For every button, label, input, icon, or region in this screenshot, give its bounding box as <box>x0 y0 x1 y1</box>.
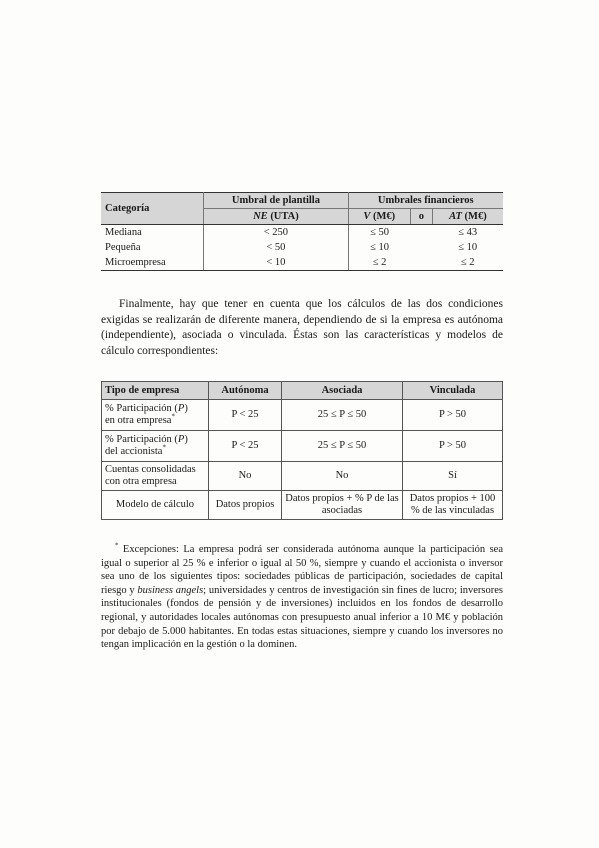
row-ne: < 250 <box>204 225 348 241</box>
row-o <box>411 240 433 255</box>
header-o: o <box>411 209 433 225</box>
header-vinculada: Vinculada <box>403 382 503 400</box>
table-row <box>101 225 503 241</box>
row-o <box>411 225 433 241</box>
footnote-mark: * <box>171 412 175 421</box>
row-ne: < 50 <box>204 240 348 255</box>
row-category: Pequeña <box>101 240 204 255</box>
table-row <box>102 431 503 462</box>
footnote: * Excepciones: La empresa podrá ser considerada autónoma aunque la participación sea igual o superior al 25 % e inferior o igual al 50 %, siempre y cuando el accionista o inversor sea uno de los siguientes tipos: sociedades públicas de participación, sociedades de capital riesgo y business angels; universidades y centros de investigación sin fines de lucro; inversores institucionales (fondos de pensión y de inversiones) incluidos en los fondos de desarrollo regional, y autoridades locales autónomas con presupuesto anual inferior a 10 M€ y población por debajo de 5.000 habitantes. En todas estas situaciones, siempre y cuando los inversores no tengan implicación en la gestión o la dominen. <box>101 541 503 651</box>
company-size-thresholds-table <box>101 192 503 271</box>
cell-vinculada: Sí <box>403 462 503 491</box>
row-at: ≤ 2 <box>432 255 503 271</box>
header-umbral-plantilla: Umbral de plantilla <box>204 193 348 209</box>
header-umbrales-financieros: Umbrales financieros <box>348 193 503 209</box>
cell-vinculada: P > 50 <box>403 400 503 431</box>
table-row <box>102 400 503 431</box>
row-category: Mediana <box>101 225 204 241</box>
header-asociada: Asociada <box>282 382 403 400</box>
company-type-table <box>101 381 503 520</box>
header-at: AT (M€) <box>432 209 503 225</box>
cell-autonoma: P < 25 <box>209 400 282 431</box>
body-paragraph: Finalmente, hay que tener en cuenta que los cálculos de las dos condiciones exigidas se realizarán de diferente manera, dependiendo de si la empresa es autónoma (independiente), asociada o vinculada. Éstas son las características y modelos de cálculo correspondientes: <box>101 298 503 357</box>
row-ne: < 10 <box>204 255 348 271</box>
header-autonoma: Autónoma <box>209 382 282 400</box>
table-row <box>101 255 503 271</box>
cell-asociada: Datos propios + % P de las asociadas <box>282 491 403 520</box>
row-label: Cuentas consolidadas con otra empresa <box>102 462 209 491</box>
row-v: ≤ 50 <box>370 226 389 238</box>
row-label: Modelo de cálculo <box>102 491 209 520</box>
row-label: % Participación (P) del accionista* <box>102 431 209 462</box>
row-category: Microempresa <box>101 255 204 271</box>
footnote-mark: * <box>162 443 166 452</box>
row-label: % Participación (P) en otra empresa* <box>102 400 209 431</box>
cell-asociada: 25 ≤ P ≤ 50 <box>282 400 403 431</box>
cell-autonoma: No <box>209 462 282 491</box>
table-row <box>101 240 503 255</box>
footnote-mark: * <box>115 541 119 550</box>
cell-asociada: No <box>282 462 403 491</box>
cell-asociada: 25 ≤ P ≤ 50 <box>282 431 403 462</box>
header-categoria: Categoría <box>101 193 204 225</box>
cell-autonoma: Datos propios <box>209 491 282 520</box>
row-o <box>411 255 433 271</box>
table-row <box>102 491 503 520</box>
row-v: ≤ 2 <box>348 255 410 271</box>
table-row <box>102 462 503 491</box>
row-v: ≤ 10 <box>370 241 389 253</box>
header-ne: NE (UTA) <box>204 209 348 225</box>
row-at: ≤ 43 <box>458 226 478 238</box>
cell-autonoma: P < 25 <box>209 431 282 462</box>
cell-vinculada: P > 50 <box>403 431 503 462</box>
cell-vinculada: Datos propios + 100 % de las vinculadas <box>403 491 503 520</box>
row-at: ≤ 10 <box>458 241 478 253</box>
header-v: V (M€) <box>348 209 410 225</box>
header-tipo-empresa: Tipo de empresa <box>102 382 209 400</box>
